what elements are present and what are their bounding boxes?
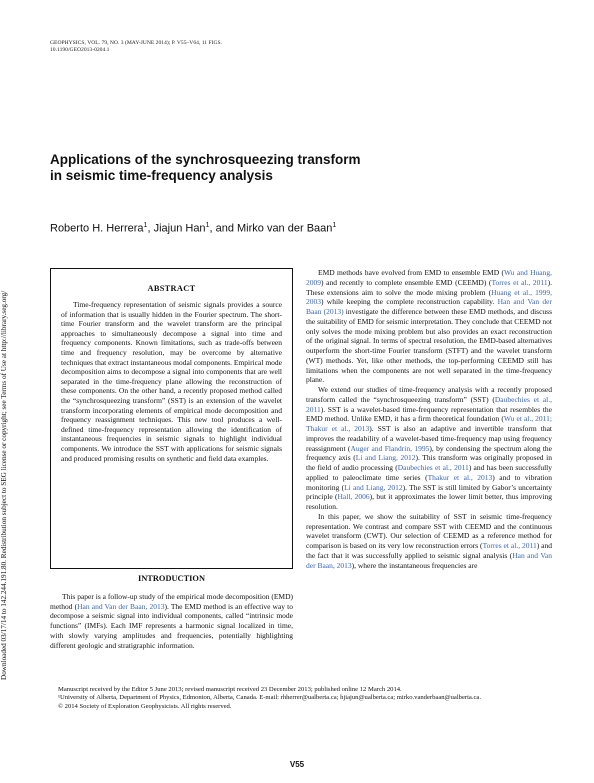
author-3: Mirko van der Baan [237,222,333,235]
text-run: ). SST is also an adaptive and invertible transform that improves the readability of a wavelet-based time-frequency map using frequency reassignment ( [306,424,552,453]
text-run: ). This transform was originally proposed in the field of audio processing ( [306,453,552,472]
abstract-text: Time-frequency representation of seismic signals provides a source of information that is usually hidden in the Fourier spectrum. The short-time Fourier transform and the wavelet transform are the principal approaches to simultaneously decompose a signal into time and frequency components. Known limitations, such as trade-offs between time and frequency resolution, may be overcome by alternative techniques that extract instantaneous modal components. Empirical mode decomposition aims to decompose a signal into components that are well separated in the time-frequency plane allowing the reconstruction of these components. On the other hand, a recently proposed method called the “synchrosqueezing transform” (SST) is an extension of the wavelet transform incorporating elements of empirical mode decomposition and frequency reassignment techniques. This new tool produces a well-defined time-frequency representation allowing the identification of instantaneous frequencies in seismic signals to highlight individual components. We introduce the SST with applications for seismic signals and produced promising results on synthetic and field data examples. [61,300,282,463]
author-1: Roberto H. Herrera [50,222,144,235]
author-separator: , [147,222,154,235]
text-run: In this paper, we show the suitability of SST in seismic time-frequency representation. We contrast and compare SST with CEEMD and the continuous wavelet transform (CWT). Our selection of CEEMD as a reference method for comparison is based on its very low reconstruction errors ( [306,511,552,550]
text-run: ), by condensing the spectrum along the frequency axis ( [306,443,552,463]
citation-link[interactable]: Daubechies et al., 2011 [397,463,469,472]
author-2-affil: 1 [205,222,210,229]
citation-link[interactable]: Huang et al., 1999, 2003 [306,287,552,307]
download-side-note: Downloaded 03/17/14 to 142.244.191.80. Redistribution subject to SEG license or copyright; see Terms of Use at http://library.seg.org/ [0,290,8,680]
citation-link[interactable]: Han and Van der Baan, 2013 [306,550,552,570]
citation-link[interactable]: Li and Liang, 2012 [355,453,416,463]
copyright-note: © 2014 Society of Exploration Geophysicists. All rights reserved. [58,702,232,710]
text-run: ). The SST is still limited by Gabor’s uncertainty principle ( [306,482,552,502]
introduction-body [50,592,293,650]
right-paragraph-2 [306,385,552,512]
text-run: ) while keeping the complete reconstruction capability. [321,297,498,307]
citation-link[interactable]: Han and Van der Baan (2013) [306,297,552,316]
introduction-heading: INTRODUCTION [137,574,205,583]
title-line-2: in seismic time-frequency analysis [50,168,273,183]
citation-link[interactable]: Daubechies et al., 2011 [306,394,552,414]
citation-link[interactable]: Wu et al., 2011; Thakur et al., 2013 [306,414,552,433]
citation-link[interactable]: Auger and Flandrin, 1995 [350,443,430,453]
text-run: ) and to vibration monitoring ( [306,472,552,492]
text-run: ), where the instantaneous frequencies are [351,560,478,570]
intro-paragraph [50,592,293,650]
citation-link[interactable]: Thakur et al., 2013 [427,472,493,482]
citation-link[interactable]: Li and Liang, 2012 [344,482,403,492]
journal-citation-line: GEOPHYSICS, VOL. 79, NO. 3 (MAY-JUNE 2014); P. V55–V64, 11 FIGS. [50,40,223,46]
right-column-body [306,268,552,570]
text-run: ). SST is a wavelet-based time-frequency representation that resembles the EMD method. Unlike EMD, it has a firm theoretical foundation ( [306,404,552,424]
author-1-affil: 1 [143,222,148,229]
text-run: ). The EMD method is an effective way to decompose a seismic signal into individual components, called “intrinsic mode functions” (IMFs). Each IMF represents a harmonic signal localized in time, with slowly varying amplitudes and frequencies, potentially highlighting different geologic and stratigraphic information. [50,601,293,650]
affiliation-note: ¹University of Alberta, Department of Physics, Edmonton, Alberta, Canada. E-mail: rhherrer@ualberta.ca; hjiajun@ualberta.ca; mirko.vanderbaan@ualberta.ca. [58,694,481,702]
text-run: investigate the difference between these EMD methods, and discuss the suitability of EMD for seismic interpretation. They conclude that CEEMD not only solves the mode mixing problem but also provides an exact reconstruction of the original signal. In terms of spectral resolution, the EMD-based alternatives outperform the short-time Fourier transform (STFT) and the wavelet transform (WT) methods. Yet, like other methods, the top-performing CEEMD still has limitations when the components are not well separated in the time-frequency plane. [306,307,552,385]
paper-title [50,152,490,184]
text-run: ) and has been successfully applied to paleoclimate time series ( [306,463,552,482]
text-run: We extend our studies of time-frequency analysis with a recently proposed transform called the “synchrosqueezing transform” (SST) ( [306,385,552,404]
journal-header [50,40,222,54]
right-paragraph-3 [306,512,552,571]
citation-link[interactable]: Wu and Huang, 2009 [306,268,552,287]
text-run: ), but it approximates the lower limit better, thus improving resolution. [306,492,552,511]
text-run: ) and the fact that it was successfully applied to seismic signal analysis ( [306,541,552,560]
manuscript-note: Manuscript received by the Editor 5 June 2013; revised manuscript received 23 December 2013; published online 12 March 2014. [58,686,402,693]
text-run: ). These extensions aim to solve the mode mixing problem ( [306,277,552,297]
citation-link[interactable]: Torres et al., 2011 [491,277,548,287]
text-run: This paper is a follow-up study of the empirical mode decomposition (EMD) method ( [50,592,293,611]
abstract-heading: ABSTRACT [147,284,196,293]
author-2: Jiajun Han [153,222,206,235]
footnotes [50,686,552,711]
page-number: V55 [289,760,305,769]
title-line-1: Applications of the synchrosqueezing transform [50,152,361,167]
doi-line: 10.1190/GEO2013-0204.1 [50,47,110,54]
text-run: EMD methods have evolved from EMD to ensemble EMD ( [318,268,504,277]
citation-link[interactable]: Hall, 2006 [337,492,370,502]
author-list [50,219,530,236]
citation-link[interactable]: Torres et al., 2011 [482,541,537,550]
right-paragraph-1 [306,268,552,385]
citation-link[interactable]: Han and Van der Baan, 2013 [77,601,165,611]
text-run: ) and recently to complete ensemble EMD (CEEMD) ( [321,277,492,287]
author-separator: , and [209,222,237,235]
abstract-box [50,268,293,569]
author-3-affil: 1 [332,222,337,229]
